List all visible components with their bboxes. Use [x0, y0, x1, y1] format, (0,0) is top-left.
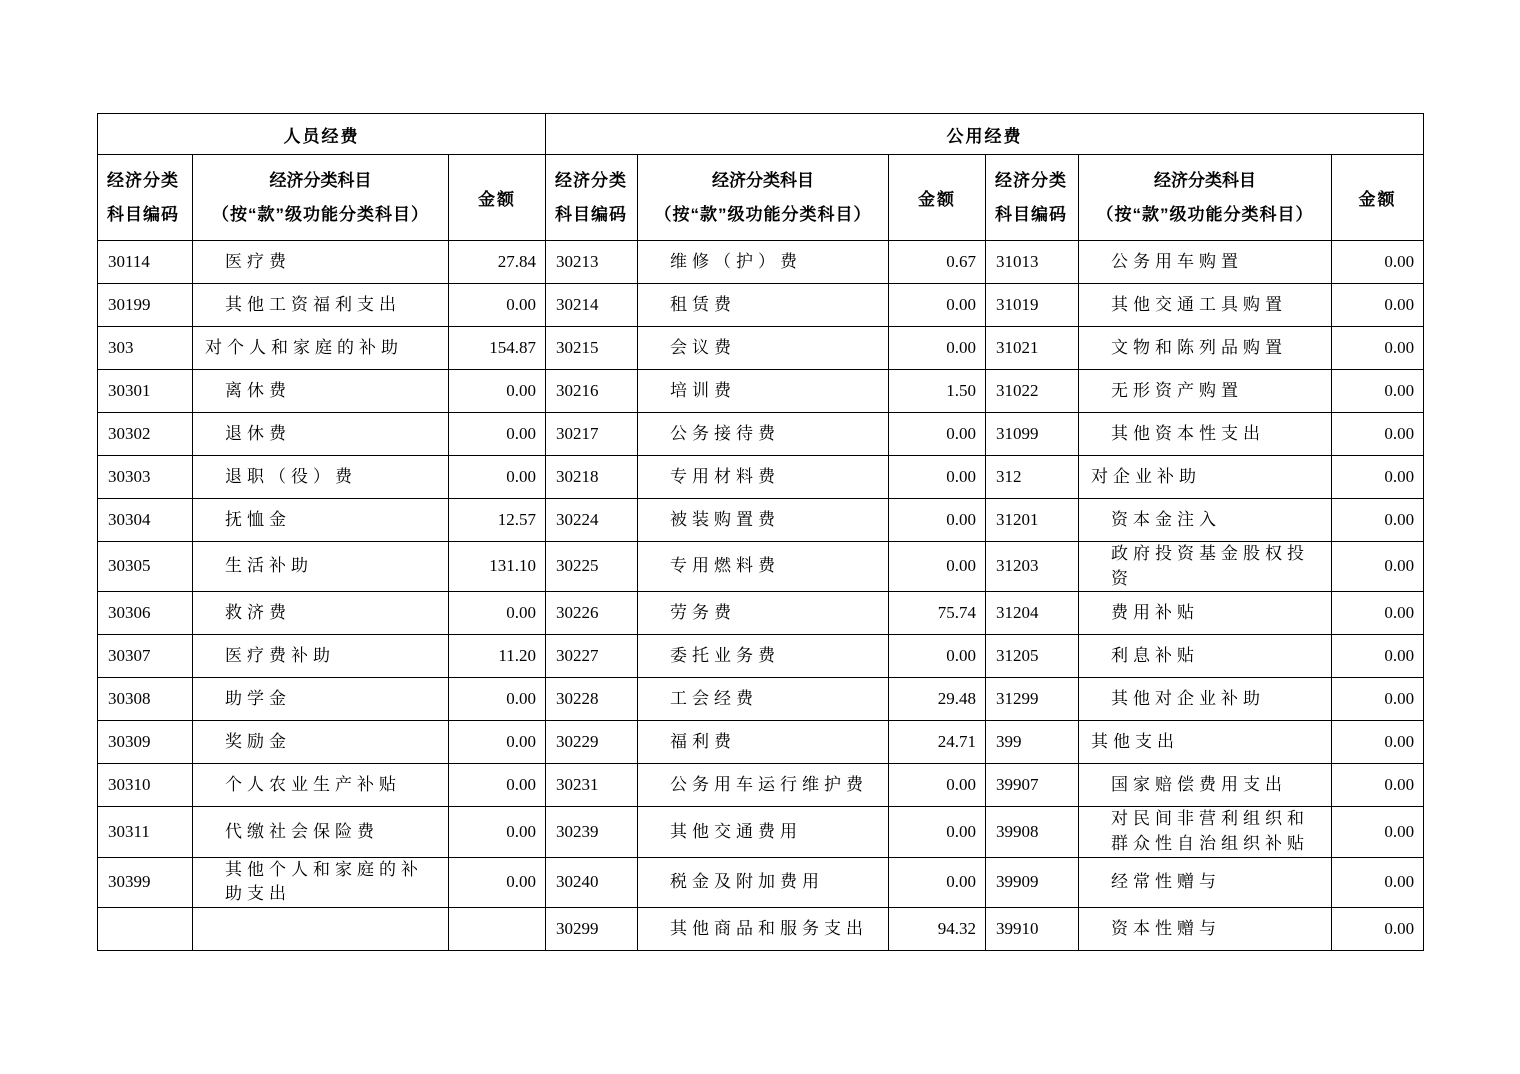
col-header-subject-line1: 经济分类科目 [1154, 171, 1257, 191]
code-cell: 31021 [986, 327, 1079, 370]
code-cell: 30214 [546, 284, 638, 327]
code-cell: 30301 [98, 370, 193, 413]
subject-cell: 被装购置费 [638, 499, 889, 542]
amount-cell [449, 907, 546, 950]
code-cell: 30304 [98, 499, 193, 542]
amount-cell: 1.50 [889, 370, 986, 413]
code-cell: 31203 [986, 542, 1079, 592]
code-cell: 31205 [986, 635, 1079, 678]
table-row [98, 764, 1424, 807]
amount-cell: 0.00 [449, 413, 546, 456]
amount-cell: 0.00 [1332, 413, 1424, 456]
column-header-row [98, 155, 1424, 241]
code-cell: 30114 [98, 241, 193, 284]
subject-cell: 工会经费 [638, 678, 889, 721]
col-header-code-g2 [546, 155, 638, 241]
amount-cell: 0.00 [889, 542, 986, 592]
code-cell: 303 [98, 327, 193, 370]
table-row [98, 635, 1424, 678]
table-row [98, 499, 1424, 542]
amount-cell: 0.67 [889, 241, 986, 284]
code-cell: 30307 [98, 635, 193, 678]
col-header-code-line1: 经济分类 [555, 171, 628, 191]
subject-cell: 文物和陈列品购置 [1079, 327, 1332, 370]
table-row [98, 857, 1424, 907]
subject-cell: 利息补贴 [1079, 635, 1332, 678]
code-cell: 30199 [98, 284, 193, 327]
group-header-public-funds: 公用经费 [546, 114, 1424, 155]
amount-cell: 12.57 [449, 499, 546, 542]
code-cell: 30229 [546, 721, 638, 764]
amount-cell: 0.00 [889, 857, 986, 907]
subject-cell: 其他资本性支出 [1079, 413, 1332, 456]
amount-cell: 0.00 [889, 807, 986, 857]
subject-cell: 代缴社会保险费 [193, 807, 449, 857]
amount-cell: 0.00 [1332, 807, 1424, 857]
subject-cell: 公务用车运行维护费 [638, 764, 889, 807]
amount-cell: 0.00 [449, 370, 546, 413]
amount-cell: 0.00 [449, 456, 546, 499]
col-header-subject-line2: （按“款”级功能分类科目） [1096, 204, 1314, 224]
code-cell: 30231 [546, 764, 638, 807]
subject-cell: 医疗费补助 [193, 635, 449, 678]
subject-cell: 租赁费 [638, 284, 889, 327]
code-cell: 31201 [986, 499, 1079, 542]
code-cell: 30228 [546, 678, 638, 721]
group-header-personnel-funds: 人员经费 [98, 114, 546, 155]
col-header-subject-g1 [193, 155, 449, 241]
subject-cell: 其他个人和家庭的补助支出 [193, 857, 449, 907]
amount-cell: 0.00 [1332, 721, 1424, 764]
code-cell: 30303 [98, 456, 193, 499]
col-header-amount-g3: 金额 [1332, 155, 1424, 241]
table-row [98, 241, 1424, 284]
subject-cell: 委托业务费 [638, 635, 889, 678]
subject-cell: 资本性赠与 [1079, 907, 1332, 950]
col-header-amount-g1: 金额 [449, 155, 546, 241]
amount-cell: 0.00 [889, 327, 986, 370]
amount-cell: 0.00 [449, 807, 546, 857]
code-cell: 30310 [98, 764, 193, 807]
subject-cell: 费用补贴 [1079, 592, 1332, 635]
amount-cell: 0.00 [889, 635, 986, 678]
amount-cell: 0.00 [449, 857, 546, 907]
col-header-amount-g2: 金额 [889, 155, 986, 241]
subject-cell: 无形资产购置 [1079, 370, 1332, 413]
amount-cell: 0.00 [449, 764, 546, 807]
code-cell: 39909 [986, 857, 1079, 907]
subject-cell: 培训费 [638, 370, 889, 413]
subject-cell: 资本金注入 [1079, 499, 1332, 542]
code-cell: 30239 [546, 807, 638, 857]
code-cell: 31204 [986, 592, 1079, 635]
subject-cell: 劳务费 [638, 592, 889, 635]
subject-cell: 福利费 [638, 721, 889, 764]
amount-cell: 0.00 [889, 456, 986, 499]
subject-cell: 生活补助 [193, 542, 449, 592]
subject-cell: 离休费 [193, 370, 449, 413]
code-cell [98, 907, 193, 950]
code-cell: 31022 [986, 370, 1079, 413]
amount-cell: 0.00 [449, 721, 546, 764]
code-cell: 31019 [986, 284, 1079, 327]
subject-cell: 政府投资基金股权投资 [1079, 542, 1332, 592]
amount-cell: 94.32 [889, 907, 986, 950]
amount-cell: 0.00 [1332, 370, 1424, 413]
subject-cell: 奖励金 [193, 721, 449, 764]
code-cell: 30306 [98, 592, 193, 635]
subject-cell: 抚恤金 [193, 499, 449, 542]
table-row [98, 413, 1424, 456]
subject-cell: 经常性赠与 [1079, 857, 1332, 907]
subject-cell: 会议费 [638, 327, 889, 370]
subject-cell: 其他交通工具购置 [1079, 284, 1332, 327]
code-cell: 30311 [98, 807, 193, 857]
table-row [98, 284, 1424, 327]
col-header-subject-g3 [1079, 155, 1332, 241]
amount-cell: 0.00 [889, 284, 986, 327]
table-row [98, 542, 1424, 592]
code-cell: 30240 [546, 857, 638, 907]
subject-cell [193, 907, 449, 950]
amount-cell: 154.87 [449, 327, 546, 370]
table-row [98, 592, 1424, 635]
table-body [98, 241, 1424, 951]
col-header-code-g3 [986, 155, 1079, 241]
amount-cell: 0.00 [1332, 857, 1424, 907]
code-cell: 30305 [98, 542, 193, 592]
col-header-subject-g2 [638, 155, 889, 241]
amount-cell: 0.00 [1332, 678, 1424, 721]
col-header-code-g1 [98, 155, 193, 241]
code-cell: 30224 [546, 499, 638, 542]
table-row [98, 370, 1424, 413]
subject-cell: 医疗费 [193, 241, 449, 284]
subject-cell: 专用燃料费 [638, 542, 889, 592]
code-cell: 30218 [546, 456, 638, 499]
subject-cell: 其他交通费用 [638, 807, 889, 857]
subject-cell: 专用材料费 [638, 456, 889, 499]
col-header-subject-line1: 经济分类科目 [712, 171, 815, 191]
amount-cell: 0.00 [1332, 456, 1424, 499]
subject-cell: 退休费 [193, 413, 449, 456]
subject-cell: 对企业补助 [1079, 456, 1332, 499]
subject-cell: 其他工资福利支出 [193, 284, 449, 327]
code-cell: 30213 [546, 241, 638, 284]
subject-cell: 税金及附加费用 [638, 857, 889, 907]
subject-cell: 助学金 [193, 678, 449, 721]
code-cell: 30308 [98, 678, 193, 721]
amount-cell: 27.84 [449, 241, 546, 284]
code-cell: 30309 [98, 721, 193, 764]
amount-cell: 0.00 [1332, 592, 1424, 635]
code-cell: 30215 [546, 327, 638, 370]
subject-cell: 对个人和家庭的补助 [193, 327, 449, 370]
code-cell: 39910 [986, 907, 1079, 950]
col-header-code-line1: 经济分类 [107, 171, 179, 191]
amount-cell: 0.00 [889, 413, 986, 456]
amount-cell: 0.00 [1332, 635, 1424, 678]
code-cell: 30225 [546, 542, 638, 592]
table-row [98, 907, 1424, 950]
table-row [98, 678, 1424, 721]
amount-cell: 0.00 [1332, 499, 1424, 542]
amount-cell: 75.74 [889, 592, 986, 635]
amount-cell: 11.20 [449, 635, 546, 678]
table-row [98, 456, 1424, 499]
code-cell: 312 [986, 456, 1079, 499]
table-row [98, 807, 1424, 857]
code-cell: 30216 [546, 370, 638, 413]
amount-cell: 0.00 [889, 764, 986, 807]
code-cell: 30302 [98, 413, 193, 456]
code-cell: 30226 [546, 592, 638, 635]
subject-cell: 维修（护）费 [638, 241, 889, 284]
subject-cell: 其他支出 [1079, 721, 1332, 764]
table-row [98, 721, 1424, 764]
col-header-subject-line2: （按“款”级功能分类科目） [212, 204, 429, 224]
col-header-subject-line1: 经济分类科目 [269, 171, 372, 191]
subject-cell: 公务用车购置 [1079, 241, 1332, 284]
code-cell: 30217 [546, 413, 638, 456]
subject-cell: 退职（役）费 [193, 456, 449, 499]
amount-cell: 24.71 [889, 721, 986, 764]
code-cell: 30399 [98, 857, 193, 907]
group-header-row [98, 114, 1424, 155]
col-header-code-line2: 科目编码 [555, 204, 628, 224]
amount-cell: 0.00 [449, 284, 546, 327]
budget-table [97, 113, 1424, 951]
subject-cell: 个人农业生产补贴 [193, 764, 449, 807]
col-header-code-line2: 科目编码 [995, 204, 1068, 224]
subject-cell: 救济费 [193, 592, 449, 635]
col-header-code-line2: 科目编码 [107, 204, 179, 224]
subject-cell: 其他对企业补助 [1079, 678, 1332, 721]
amount-cell: 29.48 [889, 678, 986, 721]
table-row [98, 327, 1424, 370]
code-cell: 39908 [986, 807, 1079, 857]
amount-cell: 0.00 [1332, 542, 1424, 592]
amount-cell: 0.00 [1332, 327, 1424, 370]
amount-cell: 131.10 [449, 542, 546, 592]
amount-cell: 0.00 [449, 678, 546, 721]
code-cell: 31299 [986, 678, 1079, 721]
code-cell: 30299 [546, 907, 638, 950]
subject-cell: 其他商品和服务支出 [638, 907, 889, 950]
amount-cell: 0.00 [1332, 764, 1424, 807]
code-cell: 31013 [986, 241, 1079, 284]
subject-cell: 公务接待费 [638, 413, 889, 456]
code-cell: 39907 [986, 764, 1079, 807]
amount-cell: 0.00 [889, 499, 986, 542]
code-cell: 30227 [546, 635, 638, 678]
subject-cell: 对民间非营利组织和群众性自治组织补贴 [1079, 807, 1332, 857]
code-cell: 399 [986, 721, 1079, 764]
col-header-code-line1: 经济分类 [995, 171, 1068, 191]
amount-cell: 0.00 [1332, 284, 1424, 327]
subject-cell: 国家赔偿费用支出 [1079, 764, 1332, 807]
amount-cell: 0.00 [1332, 907, 1424, 950]
code-cell: 31099 [986, 413, 1079, 456]
col-header-subject-line2: （按“款”级功能分类科目） [654, 204, 872, 224]
amount-cell: 0.00 [1332, 241, 1424, 284]
amount-cell: 0.00 [449, 592, 546, 635]
